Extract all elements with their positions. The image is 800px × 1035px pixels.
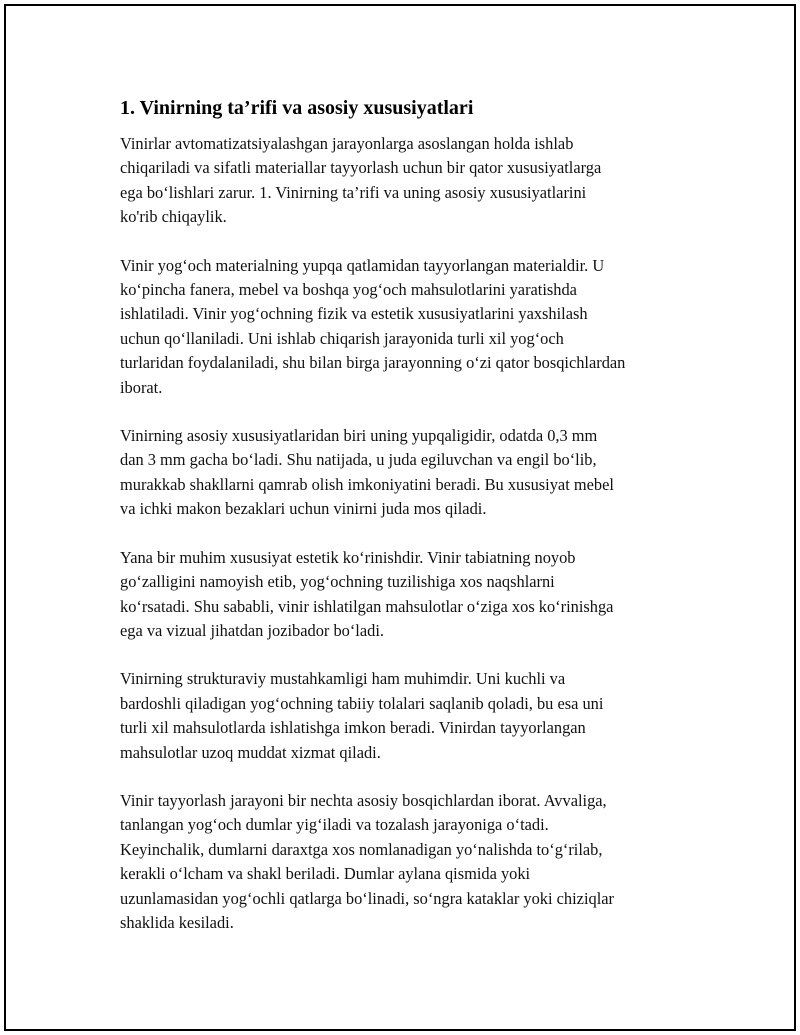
paragraph-line: Vinirning asosiy xususiyatlaridan biri uning yupqaligidir, odatda 0,3 mm [120, 426, 598, 446]
paragraph-line: mahsulotlar uzoq muddat xizmat qiladi. [120, 742, 381, 762]
paragraph-list [118, 132, 693, 935]
paragraph-line: ishlatiladi. Vinir yog‘ochning fizik va estetik xususiyatlarini yaxshilash [120, 304, 588, 324]
paragraph-line: Vinirning strukturaviy mustahkamligi ham muhimdir. Uni kuchli va [120, 669, 566, 689]
paragraph-line: iborat. [120, 377, 163, 397]
paragraph-line: shaklida kesiladi. [120, 912, 234, 932]
paragraph-line: Vinir yog‘och materialning yupqa qatlamidan tayyorlangan materialdir. U [120, 255, 605, 275]
paragraph-line: Yana bir muhim xususiyat estetik ko‘rinishdir. Vinir tabiatning noyob [120, 547, 576, 567]
paragraph-line: dan 3 mm gacha bo‘ladi. Shu natijada, u juda egiluvchan va engil bo‘lib, [120, 450, 597, 470]
paragraph-line: Vinirlar avtomatizatsiyalashgan jarayonlarga asoslangan holda ishlab [120, 134, 574, 153]
section-heading: 1. Vinirning ta’rifi va asosiy xususiyatlari [120, 97, 474, 119]
paragraph-line: bardoshli qiladigan yog‘ochning tabiiy tolalari saqlanib qoladi, bu esa uni [120, 693, 604, 713]
paragraph-line: ega bo‘lishlari zarur. 1. Vinirning ta’rifi va uning asosiy xususiyatlarini [120, 182, 587, 202]
paragraph-line: uzunlamasidan yog‘ochli qatlarga bo‘linadi, so‘ngra kataklar yoki chiziqlar [120, 888, 614, 908]
paragraph [120, 254, 693, 400]
paragraph-line: murakkab shakllarni qamrab olish imkoniyatini beradi. Bu xususiyat mebel [120, 474, 614, 494]
paragraph [120, 667, 693, 765]
paragraph [120, 424, 693, 522]
paragraph-line: Vinir tayyorlash jarayoni bir nechta asosiy bosqichlardan iborat. Avvaliga, [120, 790, 607, 810]
paragraph-line: Keyinchalik, dumlarni daraxtga xos nomlanadigan yo‘nalishda to‘g‘rilab, [120, 839, 603, 859]
paragraph-line: ko'rib chiqaylik. [120, 207, 227, 227]
paragraph-line: turli xil mahsulotlarda ishlatishga imkon beradi. Vinirdan tayyorlangan [120, 718, 586, 738]
paragraph-line: ega va vizual jihatdan jozibador bo‘ladi. [120, 620, 384, 640]
paragraph [120, 789, 693, 935]
paragraph-line: chiqariladi va sifatli materiallar tayyorlash uchun bir qator xususiyatlarga [120, 158, 602, 178]
paragraph [120, 132, 693, 230]
paragraph-line: kerakli o‘lcham va shakl beriladi. Dumlar aylana qismida yoki [120, 864, 531, 884]
paragraph-line: ko‘rsatadi. Shu sababli, vinir ishlatilgan mahsulotlar o‘ziga xos ko‘rinishga [120, 596, 614, 616]
paragraph-line: ko‘pincha fanera, mebel va boshqa yog‘och mahsulotlarini yaratishda [120, 280, 577, 300]
paragraph-line: turlaridan foydalaniladi, shu bilan birga jarayonning o‘zi qator bosqichlardan [120, 353, 626, 373]
paragraph-line: tanlangan yog‘och dumlar yig‘iladi va tozalash jarayoniga o‘tadi. [120, 815, 549, 835]
document-page [4, 4, 796, 1031]
paragraph-line: va ichki makon bezaklari uchun vinirni juda mos qiladi. [120, 499, 487, 519]
paragraph [120, 546, 693, 644]
paragraph-line: go‘zalligini namoyish etib, yog‘ochning tuzilishiga xos naqshlarni [120, 572, 555, 592]
document-body [118, 94, 693, 959]
paragraph-line: uchun qo‘llaniladi. Uni ishlab chiqarish jarayonida turli xil yog‘och [120, 328, 564, 348]
